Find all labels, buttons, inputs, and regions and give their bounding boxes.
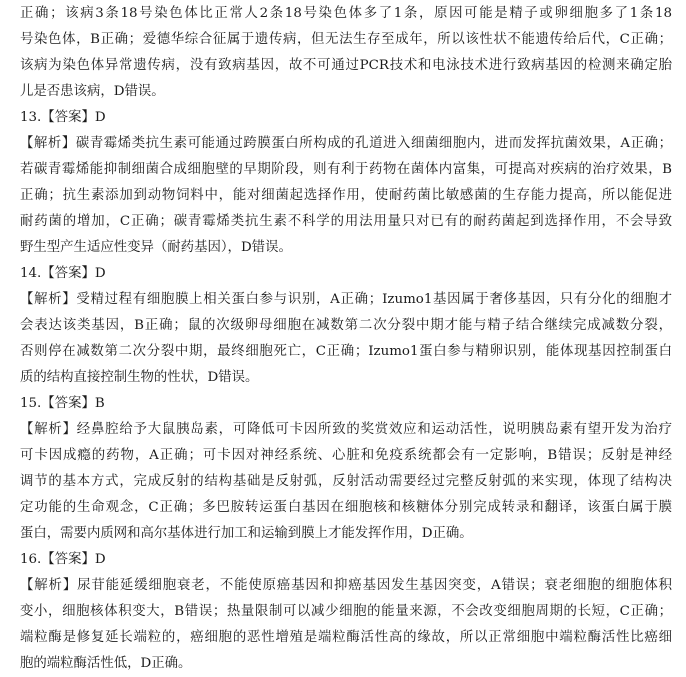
text-line: 号染色体，B正确；爱德华综合征属于遗传病，但无法生存至成年，所以该性状不能遗传给后代，C正确； bbox=[20, 32, 672, 47]
text-line: 变小，细胞核体积变大，B错误；热量限制可以减少细胞的能量来源，不会改变细胞周期的长短，C正确； bbox=[20, 604, 672, 619]
text-line: 胞的端粒酶活性低，D正确。 bbox=[20, 656, 192, 671]
text-line: 14.【答案】D bbox=[20, 266, 106, 281]
text-line: 13.【答案】D bbox=[20, 110, 106, 125]
text-line: 【解析】碳青霉烯类抗生素可能通过跨膜蛋白所构成的孔道进入细菌细胞内，进而发挥抗菌效果，A正确； bbox=[20, 136, 672, 151]
text-line: 调节的基本方式，完成反射的结构基础是反射弧，反射活动需要经过完整反射弧的来实现，体现了结构决 bbox=[20, 474, 672, 489]
text-line: 可卡因成瘾的药物，A正确；可卡因对神经系统、心脏和免疫系统都会有一定影响，B错误；反射是神经 bbox=[20, 448, 672, 463]
text-line: 蛋白，需要内质网和高尔基体进行加工和运输到膜上才能发挥作用，D正确。 bbox=[20, 526, 473, 541]
text-line: 正确；该病3条18号染色体比正常人2条18号染色体多了1条，原因可能是精子或卵细胞多了1条18 bbox=[20, 6, 672, 21]
text-line: 耐药菌的增加，C正确；碳青霉烯类抗生素不科学的用法用量只对已有的耐药菌起到选择作用，不会导致 bbox=[20, 214, 672, 229]
text-line: 儿是否患该病，D错误。 bbox=[20, 84, 165, 99]
text-line: 【解析】尿苷能延缓细胞衰老，不能使原癌基因和抑癌基因发生基因突变，A错误；衰老细胞的细胞体积 bbox=[20, 578, 672, 593]
text-line: 端粒酶是修复延长端粒的，癌细胞的恶性增殖是端粒酶活性高的缘故，所以正常细胞中端粒酶活性比癌细 bbox=[20, 630, 672, 645]
text-line: 【解析】经鼻腔给予大鼠胰岛素，可降低可卡因所致的奖赏效应和运动活性，说明胰岛素有望开发为治疗 bbox=[20, 422, 672, 437]
text-line: 【解析】受精过程有细胞膜上相关蛋白参与识别，A正确；Izumo1基因属于奢侈基因，只有分化的细胞才 bbox=[20, 292, 672, 307]
text-line: 若碳青霉烯能抑制细菌合成细胞壁的早期阶段，则有利于药物在菌体内富集，可提高对疾病的治疗效果，B bbox=[20, 162, 672, 177]
text-line: 16.【答案】D bbox=[20, 552, 106, 567]
text-line: 会表达该类基因，B正确；鼠的次级卵母细胞在减数第二次分裂中期才能与精子结合继续完成减数分裂， bbox=[20, 318, 672, 333]
text-line: 质的结构直接控制生物的性状，D错误。 bbox=[20, 370, 259, 385]
text-line: 该病为染色体异常遗传病，没有致病基因，故不可通过PCR技术和电泳技术进行致病基因的检测来确定胎 bbox=[20, 58, 672, 73]
text-line: 野生型产生适应性变异（耐药基因），D错误。 bbox=[20, 240, 292, 255]
text-line: 否则停在减数第二次分裂中期，最终细胞死亡，C正确；Izumo1蛋白参与精卵识别，能体现基因控制蛋白 bbox=[20, 344, 672, 359]
text-line: 15.【答案】B bbox=[20, 396, 105, 411]
text-line: 定功能的生命观念，C正确；多巴胺转运蛋白基因在细胞核和核糖体分别完成转录和翻译，该蛋白属于膜 bbox=[20, 500, 672, 515]
text-line: 正确；抗生素添加到动物饲料中，能对细菌起选择作用，使耐药菌比敏感菌的生存能力提高，所以能促进 bbox=[20, 188, 672, 203]
